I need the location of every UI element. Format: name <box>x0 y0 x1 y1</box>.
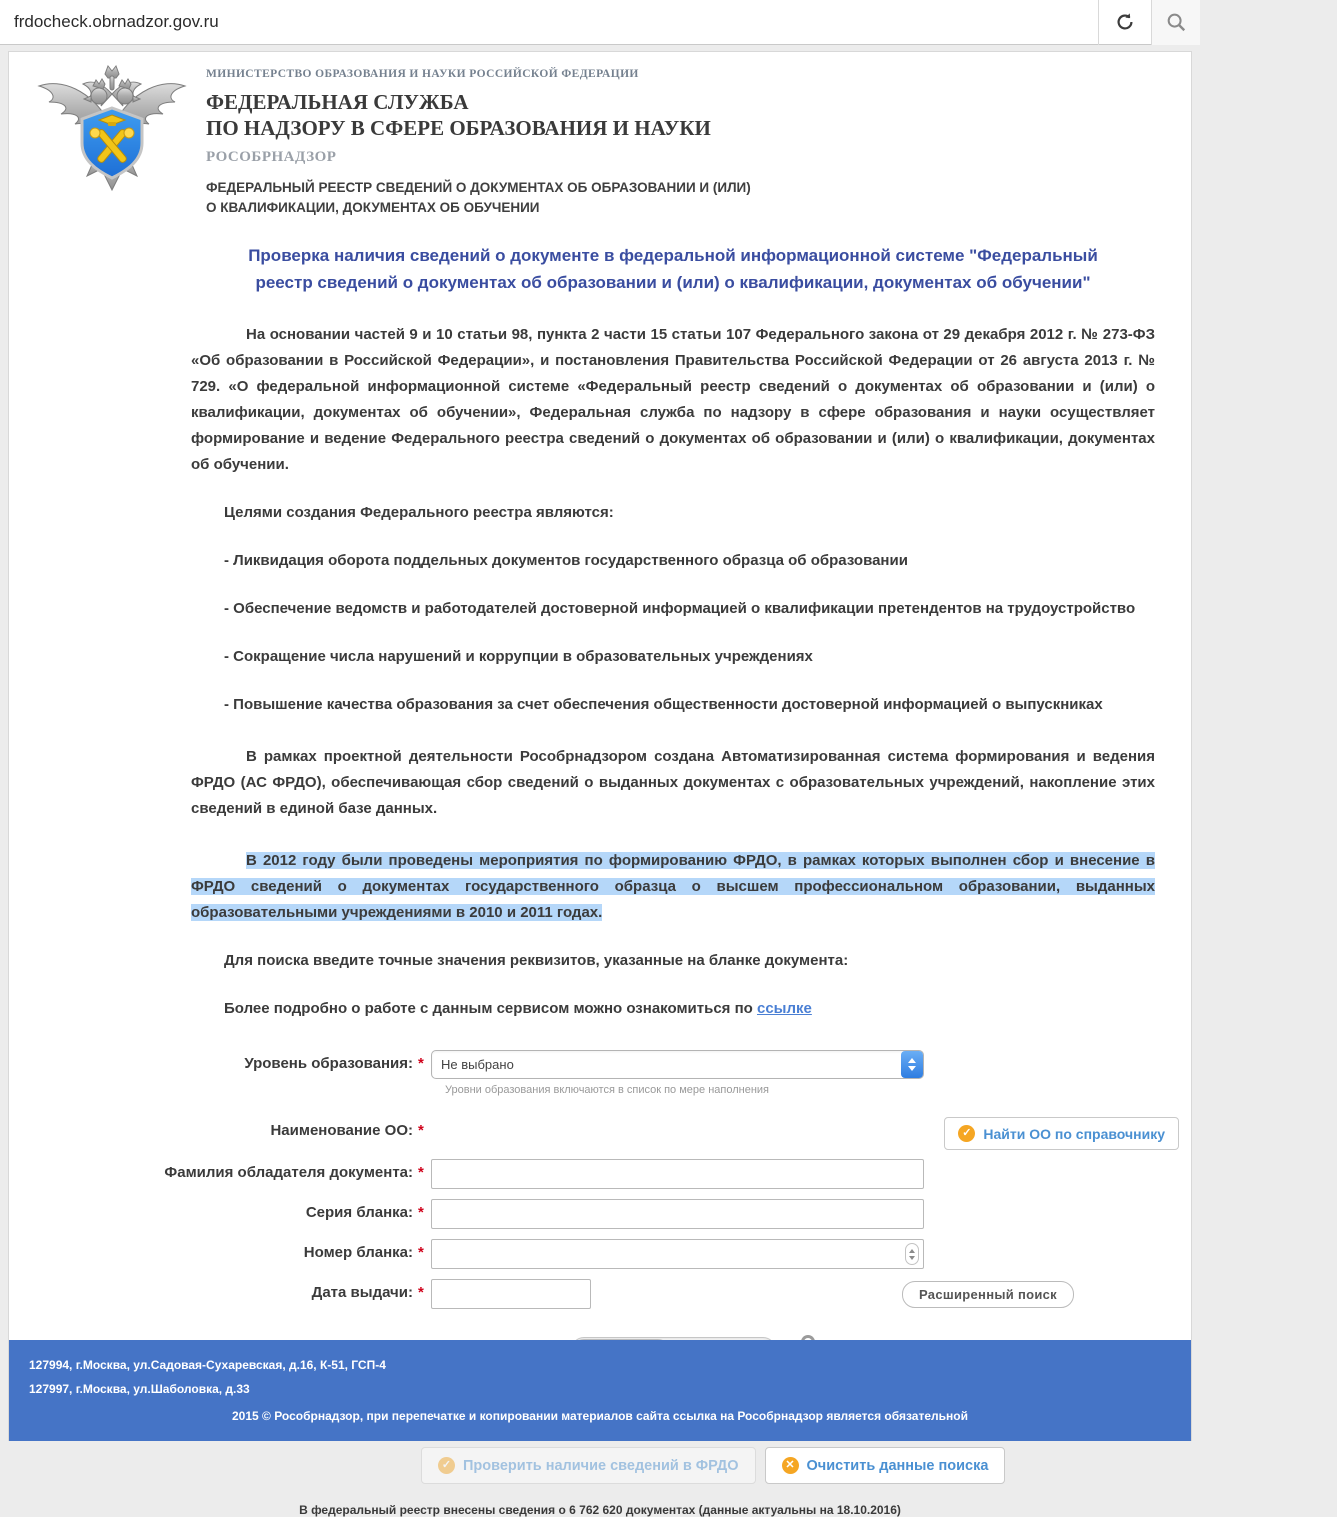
details-link[interactable]: ссылке <box>756 1000 812 1017</box>
goal-item: - Сокращение числа нарушений и коррупции в образовательных учреждениях <box>224 648 813 665</box>
service-name: ФЕДЕРАЛЬНАЯ СЛУЖБА ПО НАДЗОРУ В СФЕРЕ ОБРАЗОВАНИЯ И НАУКИ <box>206 90 711 140</box>
browser-address-bar <box>0 0 1200 45</box>
form-actions <box>421 1447 1155 1484</box>
issue-date-input[interactable] <box>431 1279 591 1309</box>
series-label: Серия бланка: <box>305 1204 413 1221</box>
search-icon <box>1165 11 1187 33</box>
page-title: Проверка наличия сведений о документе в федеральной информационной системе "Федеральный реестр сведений о документах об образовании и (или) о квалификации, документах об обучении" <box>248 246 1098 292</box>
education-level-select[interactable] <box>431 1050 924 1079</box>
education-level-selected-value: Не выбрано <box>441 1057 514 1072</box>
footer-address-1: 127994, г.Москва, ул.Садовая-Сухаревская, д.16, К-51, ГСП-4 <box>29 1358 386 1372</box>
more-info-line: Более подробно о работе с данным сервисом можно ознакомиться по ссылке <box>224 1000 812 1017</box>
series-row <box>9 1199 1191 1229</box>
goal-item: - Повышение качества образования за счет обеспечения общественности достоверной информацией о выпускниках <box>224 696 1103 713</box>
check-circle-icon: ✓ <box>958 1125 975 1142</box>
required-asterisk: * <box>418 1164 424 1181</box>
main-content <box>9 242 1191 1517</box>
intro-paragraph: На основании частей 9 и 10 статьи 98, пункта 2 части 15 статьи 107 Федерального закона от 29 декабря 2012 г. № 273-ФЗ «Об образовании в Российской Федерации», и постановления Правительства Российской Федерации от 26 августа 2013 г. № 729. «О федеральной информационной системе «Федеральный реестр сведений о документах об образовании и (или) о квалификации, документах об обучении», Федеральная служба по надзору в сфере образования и науки осуществляет формирование и ведение Федерального реестра сведений о документах об образовании и (или) о квалификации, документах об обучении. <box>191 326 1155 473</box>
surname-row <box>9 1159 1191 1189</box>
number-label: Номер бланка: <box>303 1244 413 1261</box>
ministry-name: МИНИСТЕРСТВО ОБРАЗОВАНИЯ И НАУКИ РОССИЙСКОЙ ФЕДЕРАЦИИ <box>206 68 639 80</box>
search-instruction: Для поиска введите точные значения реквизитов, указанные на бланке документа: <box>224 952 849 969</box>
service-short-name: РОСОБРНАДЗОР <box>206 149 337 165</box>
advanced-search-button[interactable]: Расширенный поиск <box>902 1281 1074 1308</box>
clear-circle-icon: ✕ <box>782 1457 799 1474</box>
oo-name-row <box>9 1117 1191 1153</box>
document-check-form <box>164 1050 1165 1517</box>
site-header <box>9 52 1191 220</box>
education-level-row <box>9 1050 1191 1096</box>
required-asterisk: * <box>418 1284 424 1301</box>
footer-copyright: 2015 © Рособрнадзор, при перепечатке и копировании материалов сайта ссылка на Рособрнадзор является обязательной <box>232 1409 968 1423</box>
header-text-block <box>206 62 1191 218</box>
number-input[interactable] <box>431 1239 924 1269</box>
rosobrnadzor-emblem-logo <box>31 60 193 212</box>
education-level-help: Уровни образования включаются в список по мере наполнения <box>445 1084 770 1096</box>
required-asterisk: * <box>418 1244 424 1261</box>
site-footer <box>9 1340 1191 1441</box>
check-circle-icon: ✓ <box>438 1457 455 1474</box>
reload-button[interactable] <box>1099 0 1151 45</box>
reload-icon <box>1114 11 1136 33</box>
registry-stats: В федеральный реестр внесены сведения о 6 762 620 документах (данные актуальны на 18.10.2016) <box>299 1503 901 1517</box>
clear-search-button[interactable]: ✕ Очистить данные поиска <box>765 1447 1006 1484</box>
surname-input[interactable] <box>431 1159 924 1189</box>
check-frdo-button[interactable]: ✓ Проверить наличие сведений в ФРДО <box>421 1447 756 1484</box>
oo-name-label: Наименование ОО: <box>270 1122 413 1139</box>
content-card <box>8 51 1192 1517</box>
browser-url[interactable]: frdocheck.obrnadzor.gov.ru <box>14 12 219 31</box>
search-button[interactable] <box>1152 0 1200 45</box>
goals-intro: Целями создания Федерального реестра являются: <box>224 504 614 521</box>
issue-date-label: Дата выдачи: <box>311 1284 413 1301</box>
education-level-label: Уровень образования: <box>244 1055 413 1072</box>
registry-name: ФЕДЕРАЛЬНЫЙ РЕЕСТР СВЕДЕНИЙ О ДОКУМЕНТАХ ОБ ОБРАЗОВАНИИ И (ИЛИ) О КВАЛИФИКАЦИИ, ДОКУМЕНТАХ ОБ ОБУЧЕНИИ <box>206 180 751 215</box>
required-asterisk: * <box>418 1204 424 1221</box>
page-background <box>0 45 1200 1517</box>
find-oo-button[interactable]: ✓ Найти ОО по справочнику <box>944 1117 1179 1150</box>
surname-label: Фамилия обладателя документа: <box>164 1164 413 1181</box>
required-asterisk: * <box>418 1122 424 1139</box>
number-row <box>9 1239 1191 1269</box>
chevron-up-down-icon <box>901 1051 923 1078</box>
footer-address-2: 127997, г.Москва, ул.Шаболовка, д.33 <box>29 1382 250 1396</box>
goal-item: - Обеспечение ведомств и работодателей достоверной информацией о квалификации претендентов на трудоустройство <box>224 600 1136 617</box>
text-selection-highlight: В 2012 году были проведены мероприятия по формированию ФРДО, в рамках которых выполнен сбор и внесение в ФРДО сведений о документах государственного образца о высшем профессиональном образовании, выданных образовательными учреждениями в 2010 и 2011 годах. <box>191 852 1155 921</box>
goal-item: - Ликвидация оборота поддельных документов государственного образца об образовании <box>224 552 908 569</box>
number-spinner[interactable] <box>905 1243 919 1265</box>
issue-date-row <box>9 1279 1191 1309</box>
series-input[interactable] <box>431 1199 924 1229</box>
highlighted-paragraph <box>191 848 1155 926</box>
frdo-paragraph: В рамках проектной деятельности Рособрнадзором создана Автоматизированная система формирования и ведения ФРДО (АС ФРДО), обеспечивающая сбор сведений о выданных документах с образовательных учреждений, накопление этих сведений в единой базе данных. <box>191 748 1155 817</box>
required-asterisk: * <box>418 1055 424 1072</box>
